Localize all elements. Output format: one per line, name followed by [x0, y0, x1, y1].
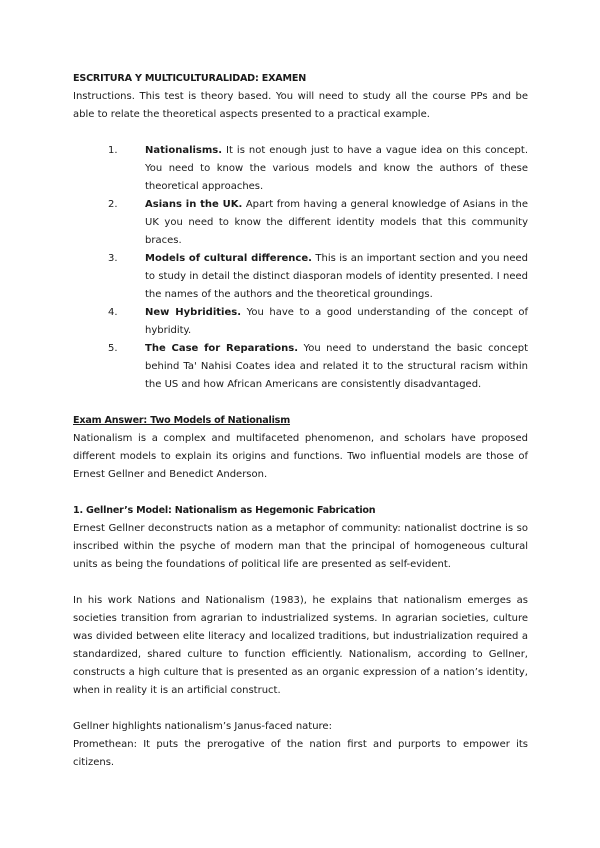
document-body [73, 70, 528, 772]
task-item [73, 340, 528, 394]
task-item [73, 250, 528, 304]
instructions-paragraph: Instructions. This test is theory based. You will need to study all the course PPs and be able to relate the theoretical aspects presented to a practical example. [73, 91, 528, 120]
task-lead: The Case for Reparations. [145, 343, 299, 354]
answer-heading: Exam Answer: Two Models of Nationalism [73, 415, 290, 426]
task-number: 2. [108, 199, 118, 210]
task-number: 1. [108, 145, 118, 156]
task-item [73, 142, 528, 196]
task-lead: Nationalisms. [145, 145, 223, 156]
task-number: 3. [108, 253, 118, 264]
task-text: You need to understand the basic concept behind Ta' Nahisi Coates idea and related it to the structural racism within the US and how African Americans are consistently disadvantaged. [145, 343, 528, 390]
section-paragraph: Ernest Gellner deconstructs nation as a metaphor of community: nationalist doctrine is so inscribed within the psyche of modern man that the principal of homogeneous cultural units as being the foundations of political life are presented as self-evident. [73, 523, 528, 570]
task-number: 4. [108, 307, 118, 318]
section-paragraph: In his work Nations and Nationalism (1983), he explains that nationalism emerges as societies transition from agrarian to industrialized systems. In agrarian societies, culture was divided between elite literacy and localized traditions, but industrialization required a standardized, shared culture to function efficiently. Nationalism, according to Gellner, constructs a high culture that is presented as an organic expression of a nation’s identity, when in reality it is an artificial construct. [73, 595, 528, 696]
task-number: 5. [108, 343, 118, 354]
task-text: Apart from having a general knowledge of Asians in the UK you need to know the different identity models that this community braces. [145, 199, 529, 246]
task-list [73, 142, 528, 394]
task-lead: Asians in the UK. [145, 199, 243, 210]
section-paragraph: Promethean: It puts the prerogative of the nation first and purports to empower its citizens. [73, 739, 528, 768]
document-title: ESCRITURA Y MULTICULTURALIDAD: EXAMEN [73, 73, 307, 84]
section-heading: 1. Gellner’s Model: Nationalism as Hegemonic Fabrication [73, 505, 376, 516]
paragraph-spacer [73, 700, 528, 718]
task-text: This is an important section and you need to study in detail the distinct diasporan models of identity presented. I need the names of the authors and the theoretical groundings. [145, 253, 528, 300]
answer-intro-paragraph: Nationalism is a complex and multifaceted phenomenon, and scholars have proposed different models to explain its origins and functions. Two influential models are those of Ernest Gellner and Benedict Anderson. [73, 433, 528, 480]
task-item [73, 304, 528, 340]
task-item [73, 196, 528, 250]
task-lead: New Hybridities. [145, 307, 242, 318]
section-paragraph: Gellner highlights nationalism’s Janus-faced nature: [73, 721, 332, 732]
paragraph-spacer [73, 574, 528, 592]
task-lead: Models of cultural difference. [145, 253, 312, 264]
task-text: It is not enough just to have a vague idea on this concept. You need to know the various models and know the authors of these theoretical approaches. [145, 145, 528, 192]
task-text: You have to a good understanding of the concept of hybridity. [145, 307, 528, 336]
